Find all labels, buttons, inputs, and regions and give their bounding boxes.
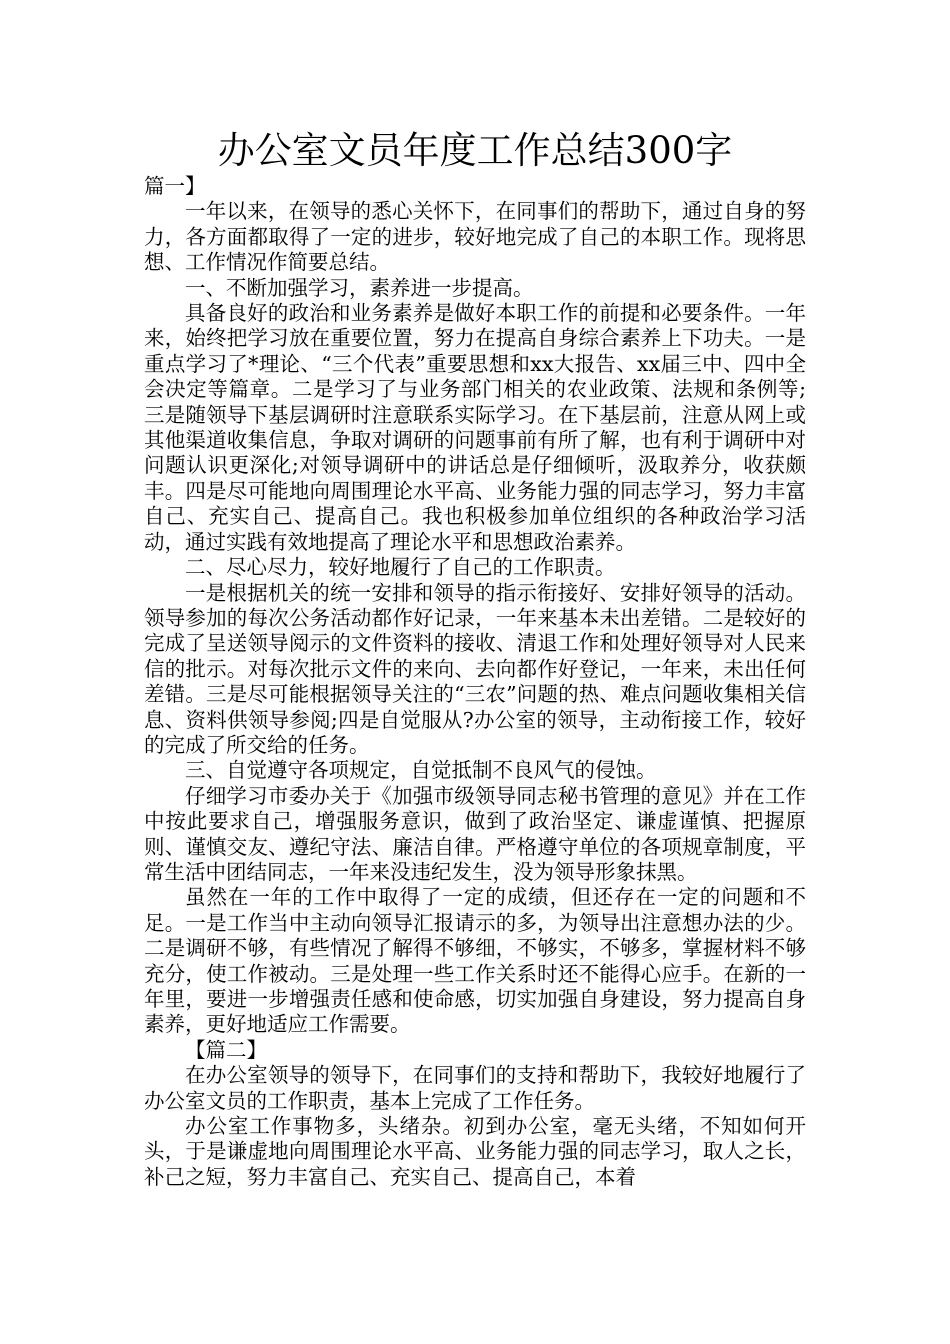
document-title: 办公室文员年度工作总结300字 bbox=[217, 129, 733, 172]
paragraph: 仔细学习市委办关于《加强市级领导同志秘书管理的意见》并在工作中按此要求自己，增强服务意识，做到了政治坚定、谦虚谨慎、把握原则、谨慎交友、遵纪守法、廉洁自律。严格遵守单位的各项规章制度，平常生活中团结同志，一年来没违纪发生，没为领导形象抹黑。 bbox=[144, 783, 806, 884]
paragraph: 具备良好的政治和业务素养是做好本职工作的前提和必要条件。一年来，始终把学习放在重要位置，努力在提高自身综合素养上下功夫。一是重点学习了*理论、“三个代表”重要思想和xx大报告、xx届三中、四中全会决定等篇章。二是学习了与业务部门相关的农业政策、法规和条例等;三是随领导下基层调研时注意联系实际学习。在下基层前，注意从网上或其他渠道收集信息，争取对调研的问题事前有所了解，也有利于调研中对问题认识更深化;对领导调研中的讲话总是仔细倾听，汲取养分，收获颇丰。四是尽可能地向周围理论水平高、业务能力强的同志学习，努力丰富自己、充实自己、提高自己。我也积极参加单位组织的各种政治学习活动，通过实践有效地提高了理论水平和思想政治素养。 bbox=[144, 301, 806, 554]
paragraph: 一年以来，在领导的悉心关怀下，在同事们的帮助下，通过自身的努力，各方面都取得了一定的进步，较好地完成了自己的本职工作。现将思想、工作情况作简要总结。 bbox=[144, 199, 806, 275]
paragraph: 办公室工作事物多，头绪杂。初到办公室，毫无头绪，不知如何开头，于是谦虚地向周围理论水平高、业务能力强的同志学习，取人之长，补己之短，努力丰富自己、充实自己、提高自己，本着 bbox=[144, 1114, 806, 1189]
section-heading: 一、不断加强学习，素养进一步提高。 bbox=[185, 275, 534, 300]
section-heading: 二、尽心尽力，较好地履行了自己的工作职责。 bbox=[185, 555, 616, 580]
paragraph: 在办公室领导的领导下，在同事们的支持和帮助下，我较好地履行了办公室文员的工作职责，基本上完成了工作任务。 bbox=[144, 1063, 806, 1113]
document-body bbox=[144, 174, 806, 1190]
section-label: 【篇二】 bbox=[185, 1037, 267, 1062]
section-heading: 三、自觉遵守各项规定，自觉抵制不良风气的侵蚀。 bbox=[185, 758, 657, 783]
paragraph: 虽然在一年的工作中取得了一定的成绩，但还存在一定的问题和不足。一是工作当中主动向领导汇报请示的多，为领导出注意想办法的少。二是调研不够，有些情况了解得不够细，不够实，不够多，掌握材料不够充分，使工作被动。三是处理一些工作关系时还不能得心应手。在新的一年里，要进一步增强责任感和使命感，切实加强自身建设，努力提高自身素养，更好地适应工作需要。 bbox=[144, 885, 806, 1037]
paragraph: 一是根据机关的统一安排和领导的指示衔接好、安排好领导的活动。领导参加的每次公务活动都作好记录，一年来基本未出差错。二是较好的完成了呈送领导阅示的文件资料的接收、清退工作和处理好领导对人民来信的批示。对每次批示文件的来向、去向都作好登记，一年来，未出任何差错。三是尽可能根据领导关注的“三农”问题的热、难点问题收集相关信息、资料供领导参阅;四是自觉服从?办公室的领导，主动衔接工作，较好的完成了所交给的任务。 bbox=[144, 580, 806, 757]
section-label: 篇一】 bbox=[144, 174, 206, 198]
